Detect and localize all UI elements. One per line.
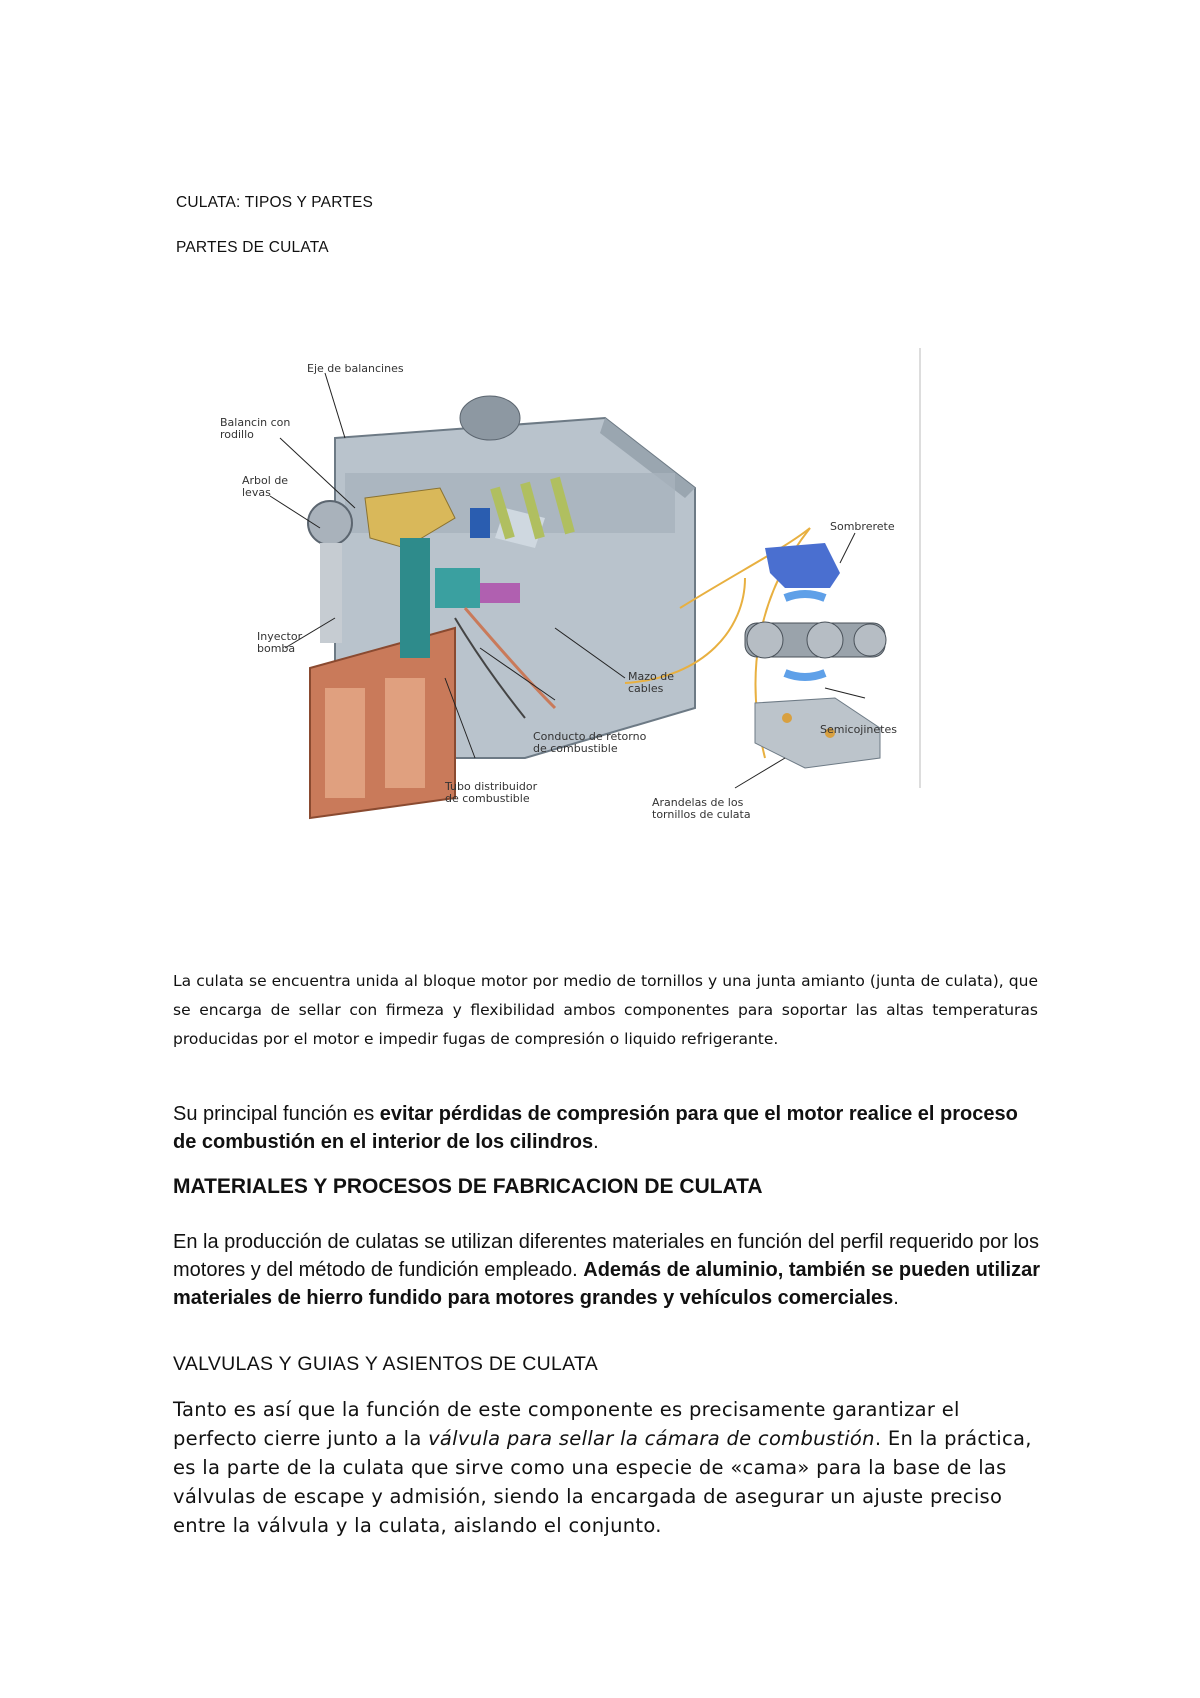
section3-lead: Tanto es así que la función de este componente es precisamente garantizar el perfecto cierre junto a la bbox=[173, 1398, 960, 1450]
section-heading-materiales: MATERIALES Y PROCESOS DE FABRICACION DE CULATA bbox=[173, 1175, 763, 1198]
section-heading-valvulas: VALVULAS Y GUIAS Y ASIENTOS DE CULATA bbox=[173, 1353, 599, 1375]
section2-bold: Además de aluminio, también se pueden utilizar materiales de hierro fundido para motores grandes y vehículos comerciales bbox=[173, 1259, 1041, 1309]
label-semicojinetes: Semicojinetes bbox=[820, 723, 897, 736]
label-tubo-l2: de combustible bbox=[445, 792, 530, 805]
label-conducto-l2: de combustible bbox=[533, 742, 618, 755]
label-arbol-l1: Arbol de bbox=[242, 474, 289, 487]
cylinder-head-diagram bbox=[220, 362, 1015, 858]
section2-tail: . bbox=[893, 1287, 899, 1309]
label-balancin-l1: Balancin con bbox=[220, 416, 291, 429]
label-balancin-l2: rodillo bbox=[220, 428, 254, 441]
section2-lead: En la producción de culatas se utilizan diferentes materiales en función del perfil requerido por los motores y del método de fundición empleado. bbox=[173, 1231, 1040, 1281]
label-inyector-l1: Inyector bbox=[257, 630, 303, 643]
label-sombrerete: Sombrerete bbox=[830, 520, 895, 533]
engine-illustration bbox=[308, 396, 695, 818]
document-subtitle: PARTES DE CULATA bbox=[176, 239, 329, 256]
section3-italic: válvula para sellar la cámara de combustión bbox=[428, 1427, 875, 1450]
label-eje-balancines: Eje de balancines bbox=[307, 362, 404, 375]
document-title: CULATA: TIPOS Y PARTES bbox=[176, 194, 374, 211]
para2-tail: . bbox=[593, 1131, 599, 1153]
label-conducto-l1: Conducto de retorno bbox=[533, 730, 647, 743]
paragraph-culata-union: La culata se encuentra unida al bloque motor por medio de tornillos y una junta amianto (junta de culata), que se encarga de sellar con firmeza y flexibilidad ambos componentes para soportar las altas temperaturas producidas por el motor e impedir fugas de compresión o liquido refrigerante. bbox=[173, 972, 1038, 1048]
para2-bold: evitar pérdidas de compresión para que el motor realice el proceso de combustión en el interior de los cilindros bbox=[173, 1103, 1018, 1153]
paragraph-materiales bbox=[173, 1228, 1043, 1312]
label-inyector-l2: bomba bbox=[257, 642, 296, 655]
label-tubo-l1: Tubo distribuidor bbox=[445, 780, 538, 793]
label-arandelas-l2: tornillos de culata bbox=[652, 808, 751, 821]
label-arbol-l2: levas bbox=[242, 486, 271, 499]
section3-tail: . En la práctica, es la parte de la culata que sirve como una especie de «cama» para la base de las válvulas de escape y admisión, siendo la encargada de asegurar un ajuste preciso entre la válvula y la culata, aislando el conjunto. bbox=[173, 1427, 1032, 1537]
label-mazo-l1: Mazo de bbox=[628, 670, 674, 683]
label-mazo-l2: cables bbox=[628, 682, 664, 695]
paragraph-valvulas bbox=[173, 1395, 1043, 1540]
para2-lead: Su principal función es bbox=[173, 1103, 380, 1125]
paragraph-principal-funcion bbox=[173, 1100, 1043, 1156]
label-arandelas-l1: Arandelas de los bbox=[652, 796, 744, 809]
